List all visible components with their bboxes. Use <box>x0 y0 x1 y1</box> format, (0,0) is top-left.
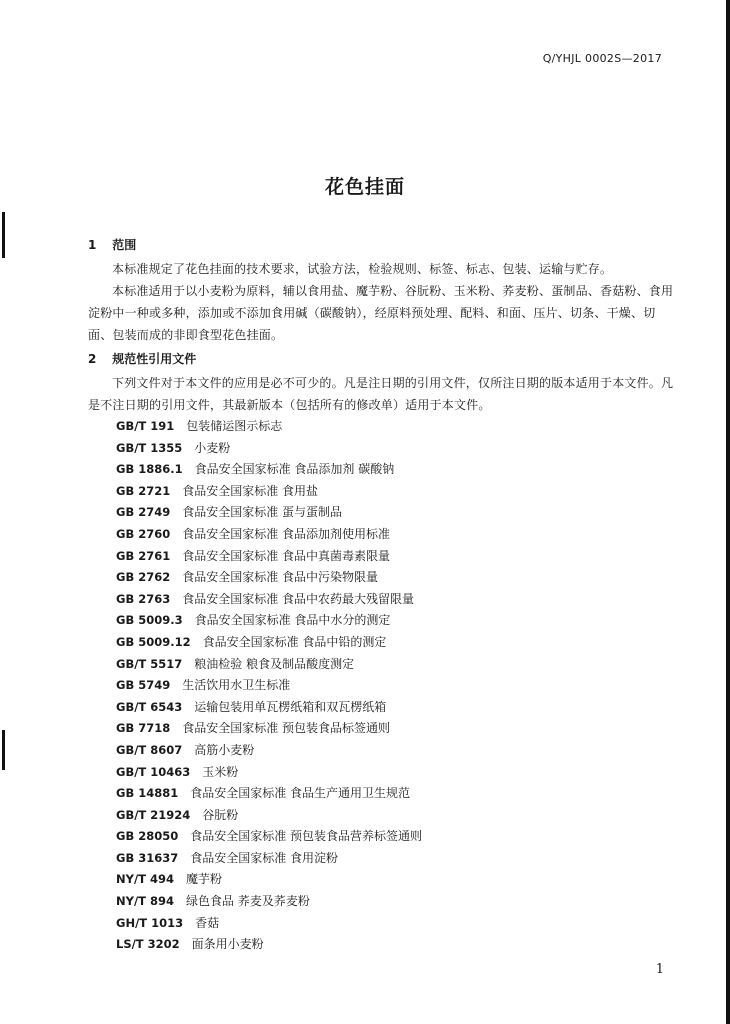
reference-code: GB 2760 <box>116 526 171 541</box>
reference-code: GB 5009.3 <box>116 613 183 628</box>
reference-code: GB/T 10463 <box>116 764 191 779</box>
reference-item <box>116 589 422 611</box>
reference-item <box>116 481 422 503</box>
reference-item <box>116 783 422 805</box>
reference-title: 面条用小麦粉 <box>191 937 264 952</box>
reference-item <box>116 718 422 740</box>
reference-item <box>116 913 422 935</box>
reference-code: NY/T 894 <box>116 894 175 909</box>
reference-title: 食品安全国家标准 食用淀粉 <box>190 850 339 865</box>
page-title: 花色挂面 <box>324 176 405 198</box>
reference-title: 香菇 <box>195 915 220 930</box>
reference-list <box>116 416 422 956</box>
paragraph: 本标准规定了花色挂面的技术要求，试验方法，检验规则、标签、标志、包装、运输与贮存。 <box>112 262 613 276</box>
reference-item <box>116 632 422 654</box>
reference-item <box>116 438 422 460</box>
reference-title: 食品安全国家标准 食品生产通用卫生规范 <box>190 786 411 801</box>
page-number: 1 <box>655 962 664 977</box>
reference-code: GB/T 5517 <box>116 656 183 671</box>
reference-code: GB/T 191 <box>116 419 175 433</box>
section-number: 2 <box>88 352 97 366</box>
reference-code: GB 5009.12 <box>116 634 191 649</box>
reference-item <box>116 869 422 891</box>
reference-title: 食品安全国家标准 食品中铅的测定 <box>202 634 387 649</box>
reference-title: 小麦粉 <box>194 440 231 455</box>
reference-title: 食品安全国家标准 食品中农药最大残留限量 <box>182 591 415 606</box>
reference-title: 食品安全国家标准 预包装食品标签通则 <box>182 721 391 736</box>
reference-code: GB 14881 <box>116 786 179 801</box>
reference-item <box>116 934 422 956</box>
section-number: 1 <box>88 238 97 252</box>
paragraph: 下列文件对于本文件的应用是必不可少的。凡是注日期的引用文件，仅所注日期的版本适用于本文件。凡是不注日期的引用文件，其最新版本（包括所有的修改单）适用于本文件。 <box>88 376 674 412</box>
reference-item <box>116 848 422 870</box>
reference-title: 高筋小麦粉 <box>194 742 255 757</box>
reference-item <box>116 740 422 762</box>
reference-code: GB 2721 <box>116 483 171 498</box>
reference-title: 食品安全国家标准 蛋与蛋制品 <box>182 505 343 520</box>
reference-title: 粮油检验 粮食及制品酸度测定 <box>194 656 355 671</box>
reference-title: 食品安全国家标准 食品添加剂 碳酸钠 <box>194 462 395 477</box>
reference-code: GB 5749 <box>116 678 171 693</box>
reference-title: 玉米粉 <box>202 764 239 779</box>
reference-title: 运输包装用单瓦楞纸箱和双瓦楞纸箱 <box>194 699 387 714</box>
scan-border <box>726 0 730 1024</box>
reference-code: NY/T 494 <box>116 872 175 887</box>
reference-title: 食品安全国家标准 食品中污染物限量 <box>182 570 379 585</box>
reference-title: 谷朊粉 <box>202 807 239 822</box>
reference-code: GB/T 21924 <box>116 807 191 822</box>
reference-code: GB/T 1355 <box>116 440 183 455</box>
reference-item <box>116 891 422 913</box>
reference-item <box>116 546 422 568</box>
reference-code: GB 31637 <box>116 850 179 865</box>
reference-code: GB 2749 <box>116 505 171 520</box>
reference-item <box>116 416 422 438</box>
scan-mark <box>2 730 5 770</box>
reference-item <box>116 459 422 481</box>
reference-item <box>116 762 422 784</box>
reference-title: 食品安全国家标准 预包装食品营养标签通则 <box>190 829 423 844</box>
reference-item <box>116 675 422 697</box>
section-heading-scope <box>88 236 136 253</box>
document-code: Q/YHJL 0002S—2017 <box>542 52 662 65</box>
reference-item <box>116 567 422 589</box>
reference-title: 食品安全国家标准 食品中水分的测定 <box>194 613 391 628</box>
reference-code: GB 2763 <box>116 591 171 606</box>
reference-code: GB 2762 <box>116 570 171 585</box>
reference-item <box>116 524 422 546</box>
section-title: 规范性引用文件 <box>112 352 197 366</box>
reference-code: GH/T 1013 <box>116 915 184 930</box>
section-title: 范围 <box>112 238 137 252</box>
reference-item <box>116 805 422 827</box>
reference-title: 食品安全国家标准 食品添加剂使用标准 <box>182 526 391 541</box>
reference-item <box>116 826 422 848</box>
reference-title: 魔芋粉 <box>186 872 223 887</box>
reference-code: GB/T 8607 <box>116 742 183 757</box>
reference-item <box>116 697 422 719</box>
reference-code: GB 2761 <box>116 548 171 563</box>
reference-title: 生活饮用水卫生标准 <box>182 678 291 693</box>
reference-item <box>116 502 422 524</box>
scan-mark <box>2 212 5 258</box>
reference-code: GB/T 6543 <box>116 699 183 714</box>
reference-title: 食品安全国家标准 食用盐 <box>182 483 319 498</box>
reference-item <box>116 610 422 632</box>
reference-item <box>116 654 422 676</box>
reference-title: 包装储运图示标志 <box>186 419 283 433</box>
paragraph: 本标准适用于以小麦粉为原料，辅以食用盐、魔芋粉、谷朊粉、玉米粉、荞麦粉、蛋制品、香菇粉、食用淀粉中一种或多种，添加或不添加食用碱（碳酸钠），经原料预处理、配料、和面、压片、切条、干燥、切面、包装而成的非即食型花色挂面。 <box>88 284 674 342</box>
reference-code: LS/T 3202 <box>116 937 180 952</box>
reference-title: 绿色食品 荞麦及荞麦粉 <box>186 894 310 909</box>
reference-code: GB 7718 <box>116 721 171 736</box>
reference-code: GB 1886.1 <box>116 462 183 477</box>
reference-code: GB 28050 <box>116 829 179 844</box>
reference-title: 食品安全国家标准 食品中真菌毒素限量 <box>182 548 391 563</box>
section-heading-normative-references <box>88 350 196 367</box>
